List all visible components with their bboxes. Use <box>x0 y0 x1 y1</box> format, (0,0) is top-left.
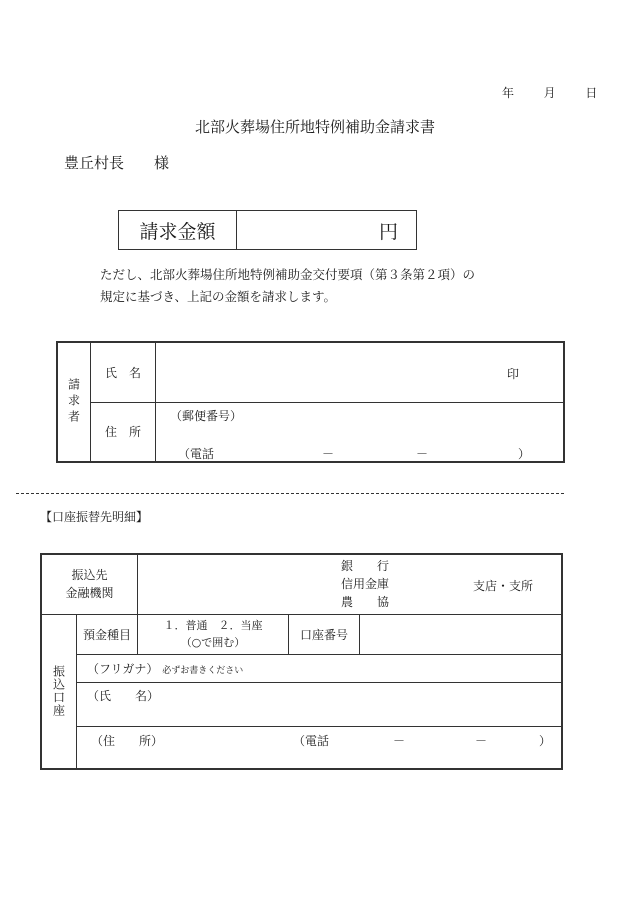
amount-label: 請求金額 <box>119 211 237 249</box>
institution-type-bank: 銀 行 <box>341 559 390 573</box>
claimant-name-label: 氏 名 <box>91 342 156 402</box>
institution-field[interactable] <box>138 554 563 614</box>
claimant-phone-dash-2: － <box>416 446 429 461</box>
date-year: 年 <box>502 86 515 100</box>
institution-label-2: 金融機関 <box>65 586 114 601</box>
institution-types <box>341 557 389 611</box>
bank-table <box>40 553 563 770</box>
claimant-phone-close: ） <box>518 446 531 461</box>
institution-label-cell <box>41 554 138 614</box>
deposit-type-field[interactable] <box>138 614 289 654</box>
addressee <box>64 152 169 173</box>
holder-name-field[interactable] <box>77 682 563 726</box>
holder-phone-dash-2: － <box>475 733 488 748</box>
transfer-label-cell <box>41 614 77 769</box>
claimant-name-field[interactable] <box>156 342 565 402</box>
addressee-name: 豊丘村長 <box>64 154 125 172</box>
deposit-circle-note: （○で囲む） <box>180 636 246 649</box>
claimant-seal: 印 <box>506 367 519 381</box>
institution-label-1: 振込先 <box>71 568 108 583</box>
institution-type-shinkin: 信用金庫 <box>341 577 390 591</box>
note-line-1: ただし、北部火葬場住所地特例補助金交付要項（第３条第２項）の <box>100 267 476 282</box>
claimant-phone-label: （電話 <box>178 446 215 461</box>
note <box>100 264 475 308</box>
addressee-honorific: 様 <box>154 154 170 172</box>
amount-field[interactable] <box>237 211 416 249</box>
holder-phone-close: ） <box>539 733 552 748</box>
claimant-table <box>56 341 565 463</box>
institution-type-nokyo: 農 協 <box>341 595 390 609</box>
claimant-address-field[interactable] <box>156 402 565 462</box>
holder-phone-dash-1: － <box>393 733 406 748</box>
holder-address-field[interactable] <box>77 726 563 769</box>
furigana-note: 必ずお書きください <box>162 665 244 676</box>
deposit-type-label: 預金種目 <box>77 614 138 654</box>
claimant-phone-dash-1: － <box>322 446 335 461</box>
branch-label: 支店・支所 <box>473 579 534 593</box>
furigana-field[interactable] <box>77 654 563 682</box>
date-line <box>502 84 597 101</box>
holder-phone-label: （電話 <box>293 733 330 748</box>
document-title: 北部火葬場住所地特例補助金請求書 <box>194 118 435 136</box>
holder-address-label: （住 所） <box>91 733 164 748</box>
claimant-address-label: 住 所 <box>91 402 156 462</box>
cut-line <box>16 493 564 494</box>
account-section-title: 【口座振替先明細】 <box>40 510 149 524</box>
amount-unit: 円 <box>378 220 398 243</box>
account-number-field[interactable] <box>360 614 563 654</box>
furigana-label: （フリガナ） <box>87 661 159 676</box>
note-line-2: 規定に基づき、上記の金額を請求します。 <box>100 289 337 304</box>
account-number-label: 口座番号 <box>289 614 360 654</box>
deposit-options: １．普通 ２．当座 <box>163 619 263 632</box>
claimant-section-label: 請求者 <box>66 378 81 426</box>
transfer-label: 振込口座 <box>51 665 66 718</box>
claimant-postal-label: （郵便番号） <box>170 408 243 423</box>
amount-box <box>118 210 417 250</box>
holder-name-label: （氏 名） <box>87 688 160 703</box>
claimant-section-label-cell <box>57 342 91 462</box>
date-day: 日 <box>585 86 598 100</box>
date-month: 月 <box>543 86 556 100</box>
